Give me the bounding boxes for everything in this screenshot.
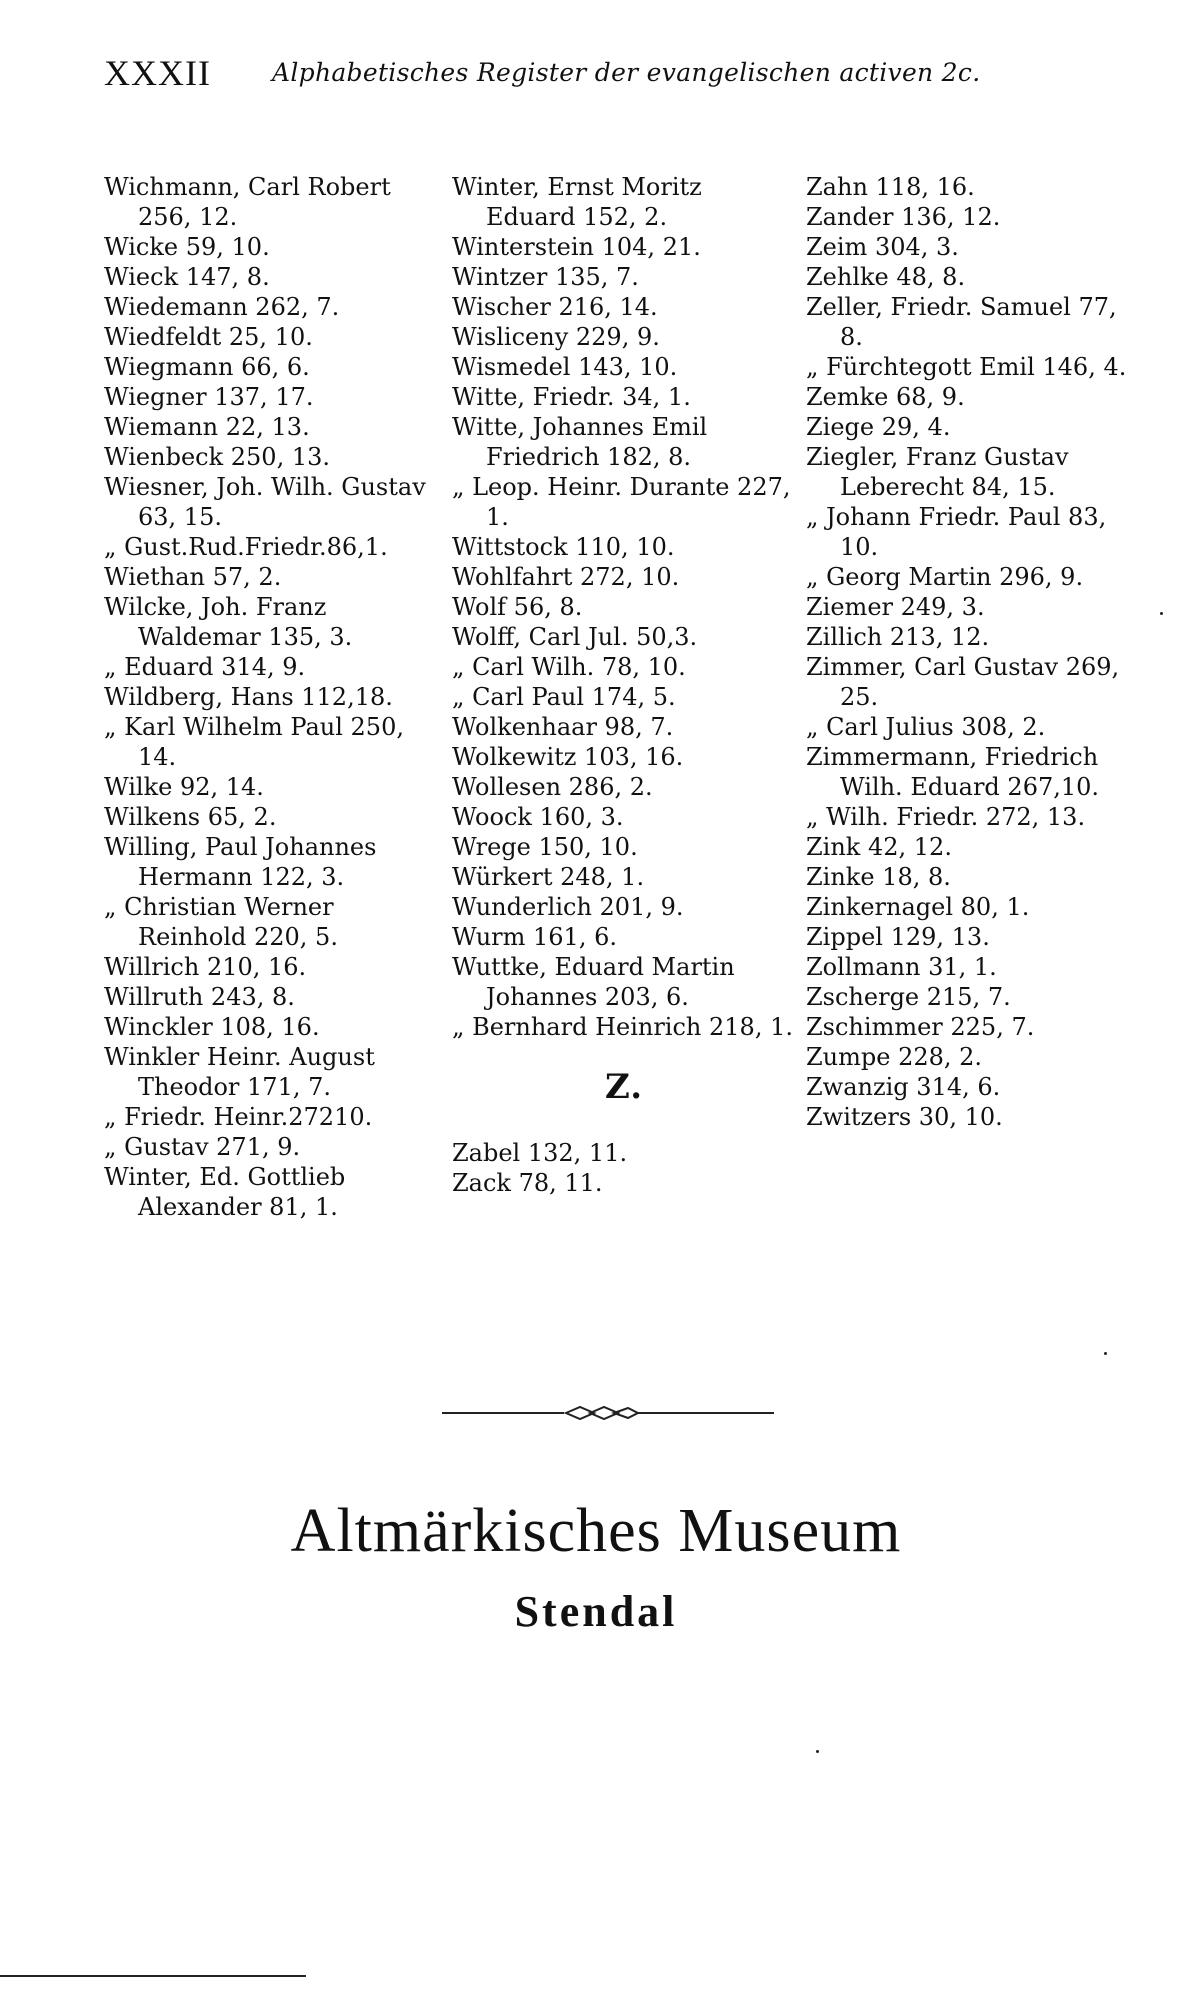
register-entry: Wiegner 137, 17. [104, 383, 314, 411]
register-entry: „ Christian Werner Reinhold 220, 5. [104, 893, 338, 951]
register-entry: Zeller, Friedr. Samuel 77, 8. [806, 293, 1117, 351]
register-entry: Zollmann 31, 1. [806, 953, 997, 981]
register-entry: Zillich 213, 12. [806, 623, 990, 651]
register-entry: Wurm 161, 6. [452, 923, 617, 951]
register-entry: Wildberg, Hans 112,18. [104, 683, 393, 711]
register-entry: Wiedemann 262, 7. [104, 293, 340, 321]
register-entry: Zwanzig 314, 6. [806, 1073, 1001, 1101]
section-letter-z: Z. [604, 1067, 644, 1107]
register-entry: Zinke 18, 8. [806, 863, 951, 891]
print-speck [1160, 612, 1163, 615]
register-entry: „ Georg Martin 296, 9. [806, 563, 1084, 591]
register-entry: Wieck 147, 8. [104, 263, 270, 291]
register-entry: Witte, Friedr. 34, 1. [452, 383, 691, 411]
register-entry: Willruth 243, 8. [104, 983, 295, 1011]
register-entry: „ Gustav 271, 9. [104, 1133, 301, 1161]
register-entry: Ziemer 249, 3. [806, 593, 985, 621]
register-entry: Würkert 248, 1. [452, 863, 645, 891]
register-entry: „ Carl Wilh. 78, 10. [452, 653, 686, 681]
register-entry: „ Wilh. Friedr. 272, 13. [806, 803, 1086, 831]
register-entry: Wilke 92, 14. [104, 773, 264, 801]
register-entry: Wollesen 286, 2. [452, 773, 653, 801]
register-entry: Zabel 132, 11. [452, 1139, 628, 1167]
register-entry: Zehlke 48, 8. [806, 263, 966, 291]
register-entry: „ Gust.Rud.Friedr.86,1. [104, 533, 388, 561]
register-column-1 [104, 172, 434, 1222]
register-entry: Zimmermann, Friedrich Wilh. Eduard 267,10. [806, 743, 1100, 801]
register-entry: Winter, Ed. Gottlieb Alexander 81, 1. [104, 1163, 346, 1221]
register-entry: Zink 42, 12. [806, 833, 952, 861]
register-entry: Zemke 68, 9. [806, 383, 965, 411]
decorative-rule [440, 1398, 776, 1428]
register-entry: Zscherge 215, 7. [806, 983, 1011, 1011]
register-entry: Zeim 304, 3. [806, 233, 959, 261]
register-entry: Wilkens 65, 2. [104, 803, 277, 831]
register-entry: Wicke 59, 10. [104, 233, 270, 261]
print-speck [816, 1750, 819, 1753]
register-entry: „ Friedr. Heinr.27210. [104, 1103, 373, 1131]
register-entry: Wischer 216, 14. [452, 293, 658, 321]
register-entry: „ Johann Friedr. Paul 83, 10. [806, 503, 1107, 561]
museum-stamp-line-1: Altmärkisches Museum [290, 1497, 902, 1565]
register-entry: Wienbeck 250, 13. [104, 443, 330, 471]
register-entry: Willrich 210, 16. [104, 953, 307, 981]
register-entry: „ Eduard 314, 9. [104, 653, 306, 681]
page-number: XXXII [104, 53, 211, 93]
register-entry: Wrege 150, 10. [452, 833, 638, 861]
register-entry: Wuttke, Eduard Martin Johannes 203, 6. [452, 953, 735, 1011]
register-entry: Zander 136, 12. [806, 203, 1001, 231]
register-entry: Wilcke, Joh. Franz Waldemar 135, 3. [104, 593, 353, 651]
register-entry: „ Karl Wilhelm Paul 250, 14. [104, 713, 404, 771]
register-entry: Wolf 56, 8. [452, 593, 583, 621]
running-head: Alphabetisches Register der evangelischen activen 2c. [272, 58, 981, 87]
register-entry: Wiethan 57, 2. [104, 563, 282, 591]
print-speck [1104, 1352, 1107, 1355]
register-entry: Zumpe 228, 2. [806, 1043, 983, 1071]
register-entry: „ Leop. Heinr. Durante 227, 1. [452, 473, 791, 531]
register-entry: „ Bernhard Heinrich 218, 1. [452, 1013, 793, 1041]
register-column-2 [452, 172, 796, 1198]
register-entry: „ Carl Julius 308, 2. [806, 713, 1046, 741]
register-entry: Woock 160, 3. [452, 803, 624, 831]
register-entry: Wiedfeldt 25, 10. [104, 323, 313, 351]
register-entry: Wolff, Carl Jul. 50,3. [452, 623, 698, 651]
register-entry: Wunderlich 201, 9. [452, 893, 684, 921]
register-entry: „ Fürchtegott Emil 146, 4. [806, 353, 1127, 381]
register-entry: „ Carl Paul 174, 5. [452, 683, 676, 711]
register-entry: Wismedel 143, 10. [452, 353, 678, 381]
register-entry: Zippel 129, 13. [806, 923, 990, 951]
register-entry: Winter, Ernst Moritz Eduard 152, 2. [452, 173, 702, 231]
register-entry: Wolkenhaar 98, 7. [452, 713, 674, 741]
register-entry: Wohlfahrt 272, 10. [452, 563, 680, 591]
register-entry: Zack 78, 11. [452, 1169, 603, 1197]
register-entry: Wiemann 22, 13. [104, 413, 310, 441]
register-entry: Zinkernagel 80, 1. [806, 893, 1030, 921]
register-entry: Winkler Heinr. August Theodor 171, 7. [104, 1043, 375, 1101]
bottom-edge-line [0, 1975, 306, 1977]
register-column-3 [806, 172, 1136, 1132]
register-entry: Ziege 29, 4. [806, 413, 951, 441]
register-entry: Wiegmann 66, 6. [104, 353, 310, 381]
museum-stamp-line-2: Stendal [514, 1587, 678, 1636]
register-entry: Wisliceny 229, 9. [452, 323, 660, 351]
register-entry: Ziegler, Franz Gustav Leberecht 84, 15. [806, 443, 1069, 501]
register-entry: Winckler 108, 16. [104, 1013, 320, 1041]
register-entry: Wichmann, Carl Robert 256, 12. [104, 173, 391, 231]
register-entry: Wintzer 135, 7. [452, 263, 639, 291]
register-entry: Zahn 118, 16. [806, 173, 975, 201]
register-entry: Zschimmer 225, 7. [806, 1013, 1035, 1041]
register-entry: Winterstein 104, 21. [452, 233, 701, 261]
register-entry: Zwitzers 30, 10. [806, 1103, 1003, 1131]
register-entry: Wolkewitz 103, 16. [452, 743, 684, 771]
register-entry: Zimmer, Carl Gustav 269, 25. [806, 653, 1120, 711]
register-entry: Witte, Johannes Emil Friedrich 182, 8. [452, 413, 708, 471]
register-entry: Wiesner, Joh. Wilh. Gustav 63, 15. [104, 473, 426, 531]
register-entry: Willing, Paul Johannes Hermann 122, 3. [104, 833, 377, 891]
register-entry: Wittstock 110, 10. [452, 533, 675, 561]
